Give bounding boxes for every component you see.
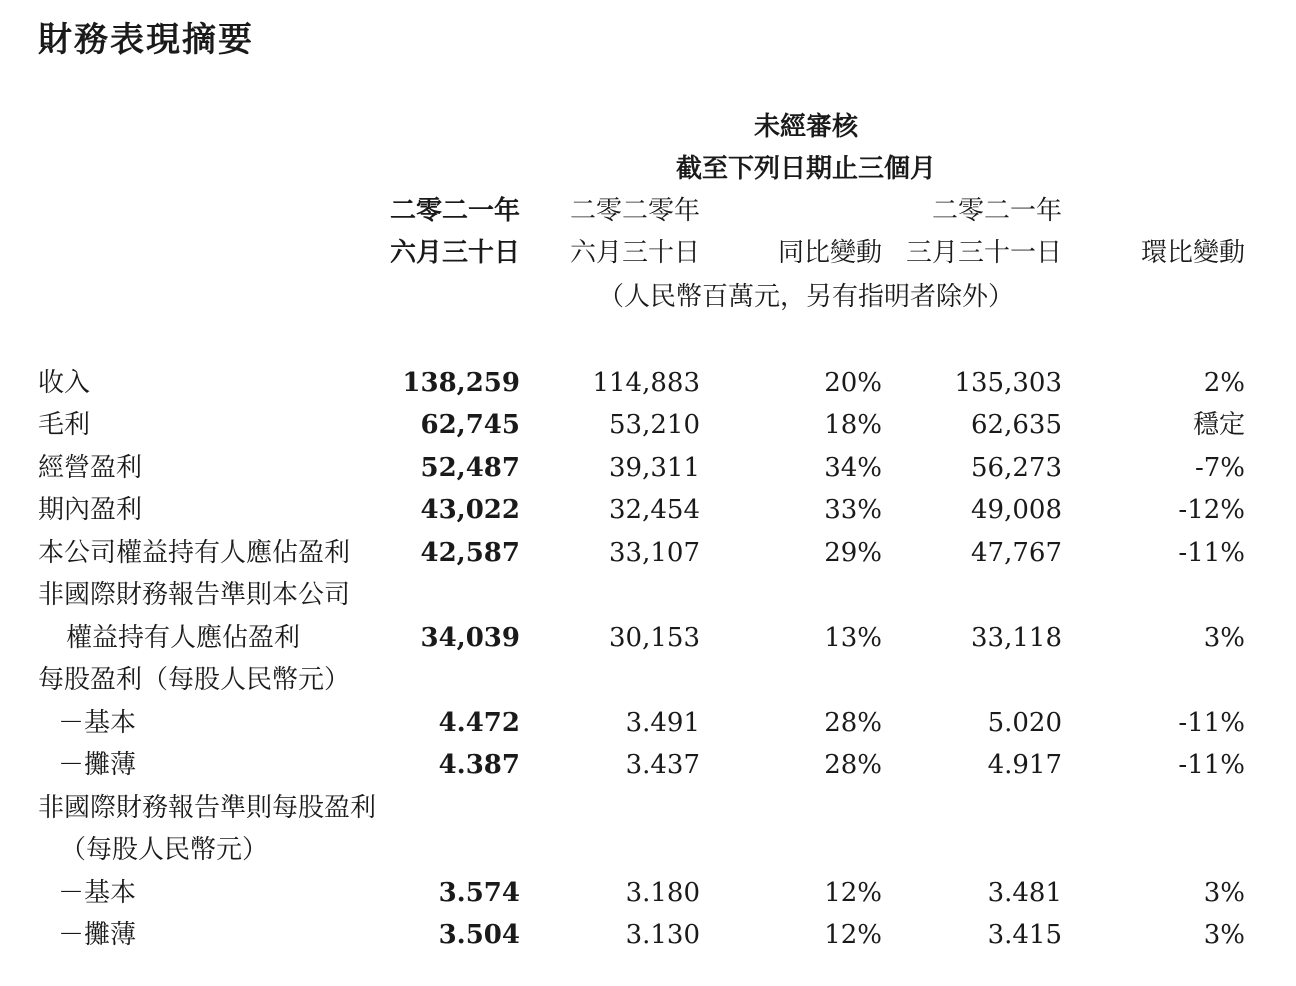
cell-2020-q2: 3.130	[625, 920, 700, 950]
table-row	[0, 744, 1296, 786]
row-label: 權益持有人應佔盈利	[66, 623, 301, 653]
cell-2021-q1: 47,767	[971, 538, 1062, 568]
cell-2020-q2: 3.437	[625, 750, 700, 780]
cell-qoq: -11%	[1178, 750, 1245, 780]
audit-status: 未經審核	[753, 112, 859, 142]
cell-2021-q1: 5.020	[987, 708, 1062, 738]
cell-2020-q2: 32,454	[609, 495, 700, 525]
cell-qoq: 3%	[1203, 623, 1245, 653]
table-row	[0, 787, 1296, 829]
cell-qoq: 3%	[1203, 920, 1245, 950]
row-label: －基本	[58, 878, 137, 908]
unit-note: （人民幣百萬元，另有指明者除外）	[597, 282, 1015, 312]
cell-2021-q2: 4.387	[438, 750, 520, 780]
table-row	[0, 404, 1296, 446]
cell-2021-q1: 135,303	[954, 368, 1062, 398]
row-label: 非國際財務報告準則本公司	[38, 580, 351, 610]
cell-2021-q2: 42,587	[420, 538, 520, 568]
row-label: （每股人民幣元）	[60, 835, 269, 865]
cell-2021-q1: 3.481	[987, 878, 1062, 908]
cell-2020-q2: 3.180	[625, 878, 700, 908]
row-label: －基本	[58, 708, 137, 738]
cell-qoq: -11%	[1178, 708, 1245, 738]
cell-2020-q2: 53,210	[609, 410, 700, 440]
cell-2021-q1: 62,635	[971, 410, 1062, 440]
cell-yoy: 12%	[824, 920, 882, 950]
cell-yoy: 28%	[824, 708, 882, 738]
cell-yoy: 33%	[824, 495, 882, 525]
cell-qoq: 穩定	[1192, 410, 1245, 440]
cell-qoq: 2%	[1203, 368, 1245, 398]
table-row	[0, 617, 1296, 659]
cell-2021-q2: 3.574	[438, 878, 520, 908]
cell-2021-q2: 4.472	[438, 708, 520, 738]
table-row	[0, 447, 1296, 489]
table-row	[0, 829, 1296, 871]
cell-yoy: 18%	[824, 410, 882, 440]
row-label: 本公司權益持有人應佔盈利	[38, 538, 351, 568]
table-row	[0, 914, 1296, 956]
cell-2020-q2: 33,107	[609, 538, 700, 568]
row-label: 經營盈利	[38, 453, 143, 483]
table-row	[0, 489, 1296, 531]
page-title: 財務表現摘要	[38, 20, 254, 60]
cell-yoy: 28%	[824, 750, 882, 780]
cell-yoy: 13%	[824, 623, 882, 653]
cell-2020-q2: 114,883	[592, 368, 700, 398]
col2-year: 二零二零年	[569, 196, 700, 226]
cell-2021-q1: 4.917	[987, 750, 1062, 780]
cell-2021-q2: 3.504	[438, 920, 520, 950]
cell-2020-q2: 30,153	[609, 623, 700, 653]
cell-2021-q1: 3.415	[987, 920, 1062, 950]
row-label: 每股盈利（每股人民幣元）	[38, 665, 351, 695]
cell-2021-q1: 49,008	[971, 495, 1062, 525]
cell-2021-q2: 62,745	[420, 410, 520, 440]
row-label: 期內盈利	[38, 495, 143, 525]
col3-yoy: 同比變動	[777, 238, 882, 268]
cell-2020-q2: 39,311	[609, 453, 700, 483]
row-label: －攤薄	[58, 750, 137, 780]
cell-2021-q1: 56,273	[971, 453, 1062, 483]
cell-2021-q2: 34,039	[420, 623, 520, 653]
cell-qoq: 3%	[1203, 878, 1245, 908]
table-row	[0, 702, 1296, 744]
table-row	[0, 532, 1296, 574]
cell-yoy: 29%	[824, 538, 882, 568]
row-label: 收入	[38, 368, 91, 398]
cell-2021-q2: 138,259	[402, 368, 520, 398]
cell-yoy: 20%	[824, 368, 882, 398]
col2-date: 六月三十日	[569, 238, 700, 268]
col5-qoq: 環比變動	[1140, 238, 1245, 268]
cell-qoq: -12%	[1178, 495, 1245, 525]
table-row	[0, 574, 1296, 616]
col4-date: 三月三十一日	[905, 238, 1062, 268]
table-row	[0, 872, 1296, 914]
col1-date: 六月三十日	[389, 238, 520, 268]
period-caption: 截至下列日期止三個月	[675, 154, 937, 184]
cell-qoq: -7%	[1194, 453, 1245, 483]
row-label: 毛利	[38, 410, 91, 440]
cell-qoq: -11%	[1178, 538, 1245, 568]
table-row	[0, 362, 1296, 404]
cell-yoy: 12%	[824, 878, 882, 908]
cell-2021-q2: 43,022	[420, 495, 520, 525]
cell-yoy: 34%	[824, 453, 882, 483]
cell-2021-q2: 52,487	[420, 453, 520, 483]
row-label: －攤薄	[58, 920, 137, 950]
cell-2021-q1: 33,118	[971, 623, 1062, 653]
col4-year: 二零二一年	[931, 196, 1062, 226]
col1-year: 二零二一年	[389, 196, 520, 226]
row-label: 非國際財務報告準則每股盈利	[38, 793, 377, 823]
table-row	[0, 659, 1296, 701]
cell-2020-q2: 3.491	[625, 708, 700, 738]
